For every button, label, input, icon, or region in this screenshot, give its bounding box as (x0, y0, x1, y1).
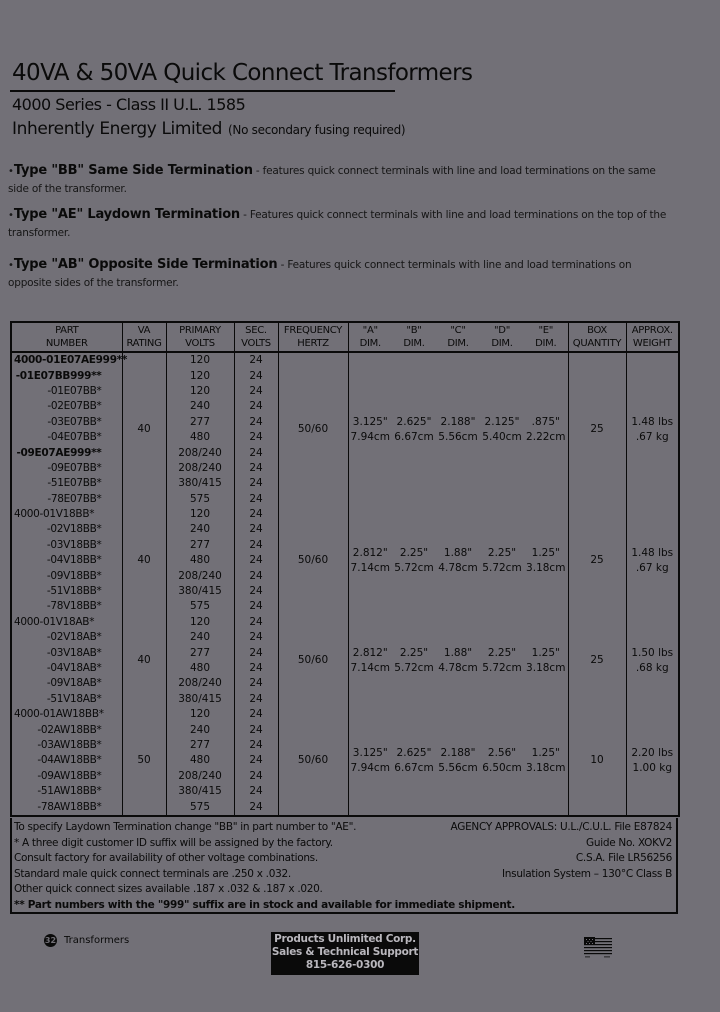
column-header-line1: "B" (406, 325, 422, 336)
dim-cm: 3.18cm (526, 761, 566, 774)
dim-cm: 5.72cm (482, 561, 522, 574)
contact-box (271, 932, 419, 975)
primary-volts: 120 (166, 368, 234, 383)
part-number: -02E07BB* (11, 399, 122, 414)
secondary-volts: 24 (234, 538, 278, 553)
dim-inches: 2.25" (399, 646, 429, 659)
primary-volts: 277 (166, 645, 234, 660)
frequency: 50/60 (278, 615, 348, 707)
primary-volts: 120 (166, 352, 234, 368)
type-bb-item (8, 162, 678, 198)
type-ab-heading: Type "AB" Opposite Side Termination (13, 257, 278, 272)
secondary-volts: 24 (234, 492, 278, 507)
dim-inches: 2.625" (396, 746, 432, 759)
column-header (234, 322, 278, 352)
dimension-cell (348, 707, 392, 816)
column-header (524, 322, 568, 352)
column-header-line2: DIM. (403, 338, 425, 349)
dim-cm: 5.56cm (438, 761, 478, 774)
dimension-cell (436, 507, 480, 615)
column-header-line1: FREQUENCY (283, 325, 343, 336)
company-name: Products Unlimited Corp. (274, 933, 416, 945)
dimension-cell (348, 615, 392, 707)
column-header (568, 322, 626, 352)
dimension-cell (480, 507, 524, 615)
primary-volts: 240 (166, 399, 234, 414)
series-subtitle: 4000 Series - Class II U.L. 1585 (12, 95, 246, 114)
termination-types (8, 162, 678, 300)
weight-lbs: 1.48 lbs (631, 415, 674, 428)
secondary-volts: 24 (234, 738, 278, 753)
column-header-line1: "C" (450, 325, 466, 336)
bullet-icon: • (8, 166, 14, 177)
table-row (11, 507, 679, 522)
dim-inches: 2.188" (440, 746, 476, 759)
note-laydown: To specify Laydown Termination change "BB" in part number to "AE". (14, 821, 357, 833)
part-number: 4000-01E07AE999** (11, 352, 122, 368)
type-bb-heading: Type "BB" Same Side Termination (13, 163, 253, 178)
header-row (11, 322, 679, 352)
table-row (11, 615, 679, 630)
type-ab-description: - Features quick connect terminals with line and load terminations on opposite sides of the transformer. (8, 259, 632, 289)
part-number: -51E07BB* (11, 476, 122, 491)
part-number: 4000-01V18BB* (11, 507, 122, 522)
bullet-icon: • (8, 260, 14, 271)
column-header-line2: QUANTITY (572, 338, 622, 349)
dimension-cell (524, 352, 568, 507)
dim-inches: 1.88" (443, 546, 473, 559)
primary-volts: 240 (166, 722, 234, 737)
dim-cm: 4.78cm (438, 661, 478, 674)
dimension-cell (436, 615, 480, 707)
column-header-line1: "D" (494, 325, 510, 336)
primary-volts: 120 (166, 384, 234, 399)
secondary-volts: 24 (234, 676, 278, 691)
secondary-volts: 24 (234, 584, 278, 599)
title-underline (10, 90, 395, 92)
column-header-line1: PART (55, 325, 79, 336)
dim-inches: .875" (531, 415, 560, 428)
part-number: -78V18BB* (11, 599, 122, 614)
secondary-volts: 24 (234, 645, 278, 660)
part-number: -02V18BB* (11, 522, 122, 537)
dimension-cell (436, 707, 480, 816)
primary-volts: 380/415 (166, 476, 234, 491)
energy-subtitle (12, 119, 405, 139)
dim-cm: 7.94cm (350, 430, 390, 443)
column-header-line1: APPROX. (631, 325, 673, 336)
column-header-line1: "E" (538, 325, 554, 336)
part-number: -78AW18BB* (11, 799, 122, 815)
column-header (348, 322, 392, 352)
section-name: Transformers (64, 935, 130, 946)
type-ae-item (8, 206, 678, 242)
primary-volts: 208/240 (166, 676, 234, 691)
dimension-cell (524, 615, 568, 707)
page-title: 40VA & 50VA Quick Connect Transformers (12, 60, 473, 86)
part-number: -04V18BB* (11, 553, 122, 568)
part-number: -03V18BB* (11, 538, 122, 553)
part-number: -51V18AB* (11, 692, 122, 707)
type-bb-description: - features quick connect terminals with line and load terminations on the same side of the transformer. (8, 165, 656, 195)
part-number: -04AW18BB* (11, 753, 122, 768)
secondary-volts: 24 (234, 507, 278, 522)
part-number: -02AW18BB* (11, 722, 122, 737)
column-header-line1: BOX (587, 325, 607, 336)
us-flag-icon (584, 937, 612, 959)
column-header-line2: DIM. (447, 338, 469, 349)
dim-inches: 3.125" (352, 415, 388, 428)
type-ab-item (8, 256, 678, 292)
column-header (480, 322, 524, 352)
dimension-cell (524, 507, 568, 615)
dim-cm: 6.67cm (394, 761, 434, 774)
dim-cm: 3.18cm (526, 561, 566, 574)
page-number-badge: 32 (44, 936, 57, 945)
footer-page-label (44, 934, 129, 947)
dimension-cell (480, 707, 524, 816)
primary-volts: 277 (166, 415, 234, 430)
dim-inches: 3.125" (352, 746, 388, 759)
dimension-cell (348, 352, 392, 507)
agency-approvals (451, 820, 672, 882)
primary-volts: 208/240 (166, 769, 234, 784)
table-row (11, 352, 679, 368)
secondary-volts: 24 (234, 784, 278, 799)
column-header (392, 322, 436, 352)
column-header-line1: PRIMARY (179, 325, 221, 336)
weight-lbs: 1.50 lbs (631, 646, 674, 659)
secondary-volts: 24 (234, 753, 278, 768)
part-number: -03AW18BB* (11, 738, 122, 753)
column-header (278, 322, 348, 352)
secondary-volts: 24 (234, 445, 278, 460)
part-number: -09V18BB* (11, 568, 122, 583)
energy-label: Inherently Energy Limited (12, 119, 223, 139)
frequency: 50/60 (278, 707, 348, 816)
dim-cm: 2.22cm (526, 430, 566, 443)
dim-inches: 1.25" (531, 746, 560, 759)
energy-note: (No secondary fusing required) (228, 123, 406, 137)
note-standard-terminals: Standard male quick connect terminals are .250 x .032. (14, 867, 291, 880)
secondary-volts: 24 (234, 384, 278, 399)
dimension-cell (348, 507, 392, 615)
secondary-volts: 24 (234, 799, 278, 815)
secondary-volts: 24 (234, 769, 278, 784)
part-number: -09AW18BB* (11, 769, 122, 784)
secondary-volts: 24 (234, 399, 278, 414)
approx-weight (626, 352, 679, 507)
primary-volts: 277 (166, 738, 234, 753)
column-header-line2: RATING (126, 338, 162, 349)
dim-inches: 2.812" (352, 646, 388, 659)
dim-cm: 7.14cm (350, 561, 390, 574)
column-header (11, 322, 122, 352)
primary-volts: 480 (166, 430, 234, 445)
primary-volts: 277 (166, 538, 234, 553)
notes-left (14, 820, 515, 913)
dim-cm: 3.18cm (526, 661, 566, 674)
secondary-volts: 24 (234, 599, 278, 614)
column-header-line2: DIM. (491, 338, 513, 349)
part-number: -51AW18BB* (11, 784, 122, 799)
note-other-sizes: Other quick connect sizes available .187 x .032 & .187 x .020. (14, 883, 323, 895)
part-number: -01E07BB* (11, 384, 122, 399)
part-number: -03V18AB* (11, 645, 122, 660)
note-stock: ** Part numbers with the "999" suffix are in stock and available for immediate shipment. (14, 898, 515, 911)
weight-kg: 1.00 kg (632, 761, 672, 774)
dim-inches: 2.625" (396, 415, 432, 428)
weight-lbs: 1.48 lbs (631, 546, 674, 559)
part-number: 4000-01V18AB* (11, 615, 122, 630)
secondary-volts: 24 (234, 568, 278, 583)
part-number: -04V18AB* (11, 661, 122, 676)
primary-volts: 380/415 (166, 784, 234, 799)
dimension-cell (480, 352, 524, 507)
column-header-line2: DIM. (359, 338, 381, 349)
part-number: -04E07BB* (11, 430, 122, 445)
secondary-volts: 24 (234, 615, 278, 630)
box-quantity: 25 (568, 615, 626, 707)
secondary-volts: 24 (234, 707, 278, 722)
approval-insulation: Insulation System – 130°C Class B (502, 867, 672, 880)
dimension-cell (436, 352, 480, 507)
column-header-line2: VOLTS (241, 338, 271, 349)
approx-weight (626, 507, 679, 615)
primary-volts: 480 (166, 661, 234, 676)
column-header (436, 322, 480, 352)
dim-inches: 1.25" (531, 546, 560, 559)
primary-volts: 575 (166, 492, 234, 507)
secondary-volts: 24 (234, 722, 278, 737)
primary-volts: 380/415 (166, 584, 234, 599)
dim-inches: 1.25" (531, 646, 560, 659)
secondary-volts: 24 (234, 461, 278, 476)
column-header (626, 322, 679, 352)
secondary-volts: 24 (234, 430, 278, 445)
dim-cm: 7.94cm (350, 761, 390, 774)
secondary-volts: 24 (234, 476, 278, 491)
dim-cm: 6.67cm (394, 430, 434, 443)
primary-volts: 575 (166, 599, 234, 614)
column-header-line2: VOLTS (185, 338, 215, 349)
column-header-line1: "A" (362, 325, 378, 336)
dim-inches: 2.188" (440, 415, 476, 428)
approval-ul: AGENCY APPROVALS: U.L./C.U.L. File E87824 (450, 821, 672, 833)
primary-volts: 120 (166, 707, 234, 722)
frequency: 50/60 (278, 507, 348, 615)
box-quantity: 10 (568, 707, 626, 816)
va-rating: 40 (122, 507, 166, 615)
secondary-volts: 24 (234, 368, 278, 383)
dim-cm: 5.40cm (482, 430, 522, 443)
spec-table (10, 321, 680, 817)
column-header-line1: SEC. (245, 325, 267, 336)
dimension-cell (524, 707, 568, 816)
primary-volts: 208/240 (166, 445, 234, 460)
dim-cm: 7.14cm (350, 661, 390, 674)
dimension-cell (392, 507, 436, 615)
va-rating: 40 (122, 352, 166, 507)
primary-volts: 240 (166, 630, 234, 645)
support-label: Sales & Technical Support (271, 946, 419, 958)
weight-kg: .67 kg (635, 430, 669, 443)
part-number: -51V18BB* (11, 584, 122, 599)
approval-csa: C.S.A. File LR56256 (575, 852, 672, 864)
phone-number: 815-626-0300 (305, 959, 385, 971)
part-number: -01E07BB999** (11, 368, 122, 383)
primary-volts: 380/415 (166, 692, 234, 707)
notes-box (10, 818, 678, 914)
primary-volts: 480 (166, 553, 234, 568)
va-rating: 40 (122, 615, 166, 707)
secondary-volts: 24 (234, 630, 278, 645)
dim-inches: 2.56" (487, 746, 517, 759)
approval-guide: Guide No. XOKV2 (586, 836, 672, 849)
part-number: -78E07BB* (11, 492, 122, 507)
dim-cm: 5.72cm (394, 661, 434, 674)
secondary-volts: 24 (234, 661, 278, 676)
part-number: 4000-01AW18BB* (11, 707, 122, 722)
dim-cm: 5.72cm (394, 561, 434, 574)
secondary-volts: 24 (234, 352, 278, 368)
secondary-volts: 24 (234, 553, 278, 568)
column-header-line2: NUMBER (45, 338, 88, 349)
box-quantity: 25 (568, 352, 626, 507)
part-number: -09E07AE999** (11, 445, 122, 460)
type-ae-heading: Type "AE" Laydown Termination (13, 207, 240, 222)
dim-cm: 6.50cm (482, 761, 522, 774)
primary-volts: 120 (166, 615, 234, 630)
approx-weight (626, 707, 679, 816)
dimension-cell (392, 615, 436, 707)
dimension-cell (480, 615, 524, 707)
bullet-icon: • (8, 210, 14, 221)
note-voltage: Consult factory for availability of other voltage combinations. (14, 852, 318, 864)
dim-inches: 2.25" (399, 546, 429, 559)
weight-lbs: 2.20 lbs (631, 746, 674, 759)
column-header-line2: WEIGHT (632, 338, 672, 349)
va-rating: 50 (122, 707, 166, 816)
part-number: -03E07BB* (11, 415, 122, 430)
column-header (122, 322, 166, 352)
table-row (11, 707, 679, 722)
part-number: -09E07BB* (11, 461, 122, 476)
column-header-line2: DIM. (535, 338, 557, 349)
part-number: -09V18AB* (11, 676, 122, 691)
secondary-volts: 24 (234, 692, 278, 707)
column-header-line2: HERTZ (297, 338, 329, 349)
dim-cm: 4.78cm (438, 561, 478, 574)
approx-weight (626, 615, 679, 707)
primary-volts: 575 (166, 799, 234, 815)
dimension-cell (392, 707, 436, 816)
frequency: 50/60 (278, 352, 348, 507)
type-ae-description: - Features quick connect terminals with line and load terminations on the top of the transformer. (8, 209, 667, 239)
primary-volts: 208/240 (166, 568, 234, 583)
note-customer-id: * A three digit customer ID suffix will be assigned by the factory. (14, 836, 333, 849)
primary-volts: 120 (166, 507, 234, 522)
dim-cm: 5.72cm (482, 661, 522, 674)
dim-inches: 2.25" (487, 546, 517, 559)
dim-inches: 1.88" (443, 646, 473, 659)
weight-kg: .68 kg (635, 661, 669, 674)
secondary-volts: 24 (234, 522, 278, 537)
secondary-volts: 24 (234, 415, 278, 430)
box-quantity: 25 (568, 507, 626, 615)
dim-inches: 2.812" (352, 546, 388, 559)
dim-inches: 2.125" (484, 415, 520, 428)
weight-kg: .67 kg (635, 561, 669, 574)
primary-volts: 240 (166, 522, 234, 537)
part-number: -02V18AB* (11, 630, 122, 645)
primary-volts: 208/240 (166, 461, 234, 476)
column-header (166, 322, 234, 352)
column-header-line1: VA (137, 325, 151, 336)
dim-inches: 2.25" (487, 646, 517, 659)
primary-volts: 480 (166, 753, 234, 768)
dimension-cell (392, 352, 436, 507)
dim-cm: 5.56cm (438, 430, 478, 443)
